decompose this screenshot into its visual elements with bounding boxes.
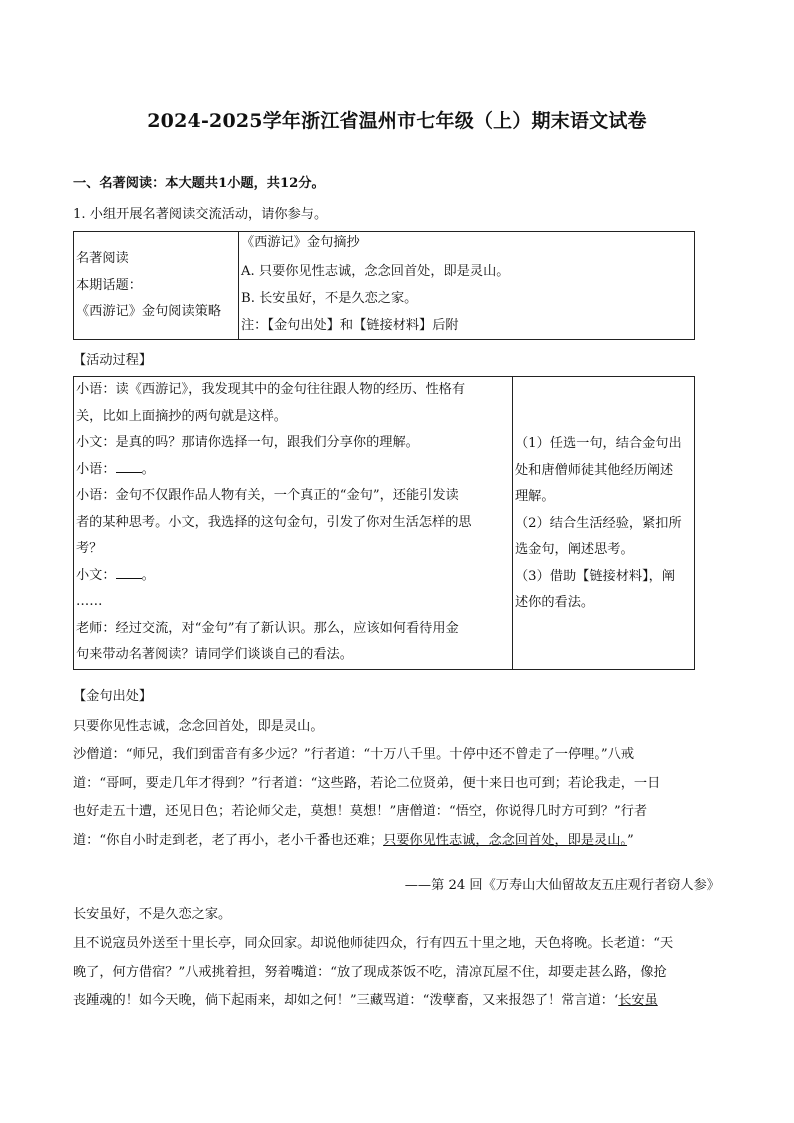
passage-line: 也好走五十遭，还见日色；若论师父走，莫想！莫想！”唐僧道：“悟空，你说得几时方可到？”行者	[73, 804, 648, 819]
speaker-label: 小语：	[76, 461, 116, 477]
dialogue-line: 小文：是真的吗？那请你选择一句，跟我们分享你的理解。	[76, 435, 419, 450]
underlined-quote: 只要你见性志诚，念念回首处，即是灵山。	[383, 832, 628, 848]
dialogue-line: ……	[76, 594, 103, 609]
passage-line	[73, 987, 721, 1016]
excerpt-a: A. 只要你见性志诚，念念回首处，即是灵山。	[241, 264, 510, 279]
task-cell	[513, 377, 695, 670]
answer-blank[interactable]	[116, 565, 142, 579]
task-line: 述你的看法。	[515, 595, 595, 610]
passage-line: 晚了，何方借宿？”八戒挑着担，努着嘴道：“放了现成茶饭不吃，清凉瓦屋不住，却要走甚么路，像抢	[73, 964, 667, 980]
underlined-quote: 长安虽	[618, 993, 658, 1008]
task-line: 处和唐僧师徒其他经历阐述	[515, 462, 674, 478]
section-heading-mid: 小题，共	[227, 176, 280, 191]
question-count: 1	[218, 176, 228, 191]
task-line: （3）借助【链接材料】，阐	[515, 568, 676, 584]
dialogue-line: 者的某种思考。小文，我选择的这句金句，引发了你对生活怎样的思	[76, 514, 472, 530]
dialogue-line: 关，比如上面摘抄的两句就是这样。	[76, 408, 287, 424]
excerpt-b: B. 长安虽好，不是久恋之家。	[241, 291, 418, 306]
quote-a: 只要你见性志诚，念念回首处，即是灵山。	[73, 719, 324, 734]
quote-b: 长安虽好，不是久恋之家。	[73, 907, 232, 922]
question-1-stem: 1. 小组开展名著阅读交流活动，请你参与。	[73, 207, 328, 222]
blank-suffix: 。	[141, 567, 155, 583]
page-title: 2024-2025学年浙江省温州市七年级（上）期末语文试卷	[147, 110, 647, 132]
activity-table	[73, 376, 695, 670]
passage-text: 丧踵魂的！如今天晚，倘下起雨来，却如之何！”三藏骂道：“泼孽畜，又来报怨了！常言道：‘	[73, 993, 619, 1008]
passage-line: 道：“哥呵，要走几年才得到？”行者道：“这些路，若论二位贤弟，便十来日也可到；若论我走，一日	[73, 775, 661, 791]
source-heading: 【金句出处】	[73, 689, 153, 704]
dialogue-line: 小语：金句不仅跟作品人物有关，一个真正的“金句”，还能引发读	[76, 488, 459, 503]
passage-b	[73, 930, 721, 1016]
passage-line: 且不说寇员外送至十里长亭，同众回家。却说他师徒四众，行有四五十里之地，天色将晚。长老道：“天	[73, 936, 674, 951]
topic-line: 名著阅读	[76, 251, 129, 266]
passage-line: 沙僧道：“师兄，我们到雷音有多少远？”行者道：“十万八千里。十停中还不曾走了一停哩。”八戒	[73, 747, 635, 762]
dialogue-line-blank	[76, 563, 510, 590]
dialogue-line-blank	[76, 457, 510, 484]
answer-blank[interactable]	[116, 459, 142, 473]
dialogue-line: 考？	[76, 541, 103, 556]
excerpt-heading: 《西游记》金句摘抄	[241, 235, 360, 250]
topic-table	[73, 231, 695, 340]
section-heading-post: 分。	[298, 176, 325, 191]
dialogue-line: 句来带动名著阅读？请同学们谈谈自己的看法。	[76, 647, 353, 662]
excerpt-note: 注：【金句出处】和【链接材料】后附	[241, 318, 459, 333]
section-score: 12	[280, 176, 299, 191]
passage-line	[73, 827, 721, 856]
topic-line: 本期话题：	[76, 277, 142, 293]
dialogue-line: 小语：读《西游记》，我发现其中的金句往往跟人物的经历、性格有	[76, 382, 466, 397]
dialogue-line: 老师：经过交流，对“金句”有了新认识。那么，应该如何看待用金	[76, 620, 459, 636]
passage-text: 道：“你自小时走到老，老了再小，老小千番也还难；	[73, 832, 384, 848]
section-heading-pre: 一、名著阅读：本大题共	[73, 176, 219, 191]
topic-cell	[74, 232, 239, 340]
task-line: 选金句，阐述思考。	[515, 542, 634, 557]
passage-a	[73, 741, 721, 855]
citation-a: ——第 24 回《万寿山大仙留故友五庄观行者窃人参》	[404, 878, 720, 893]
task-line: （1）任选一句，结合金句出	[515, 436, 682, 451]
activity-heading: 【活动过程】	[73, 353, 153, 368]
excerpt-cell	[239, 232, 695, 340]
task-line: （2）结合生活经验，紧扣所	[515, 515, 682, 531]
section-heading	[73, 174, 325, 194]
blank-suffix: 。	[141, 461, 155, 477]
topic-line: 《西游记》金句阅读策略	[76, 304, 222, 319]
dialogue-cell	[74, 377, 513, 670]
passage-text: ”	[627, 832, 634, 848]
task-line: 理解。	[515, 489, 555, 504]
speaker-label: 小文：	[76, 567, 116, 583]
